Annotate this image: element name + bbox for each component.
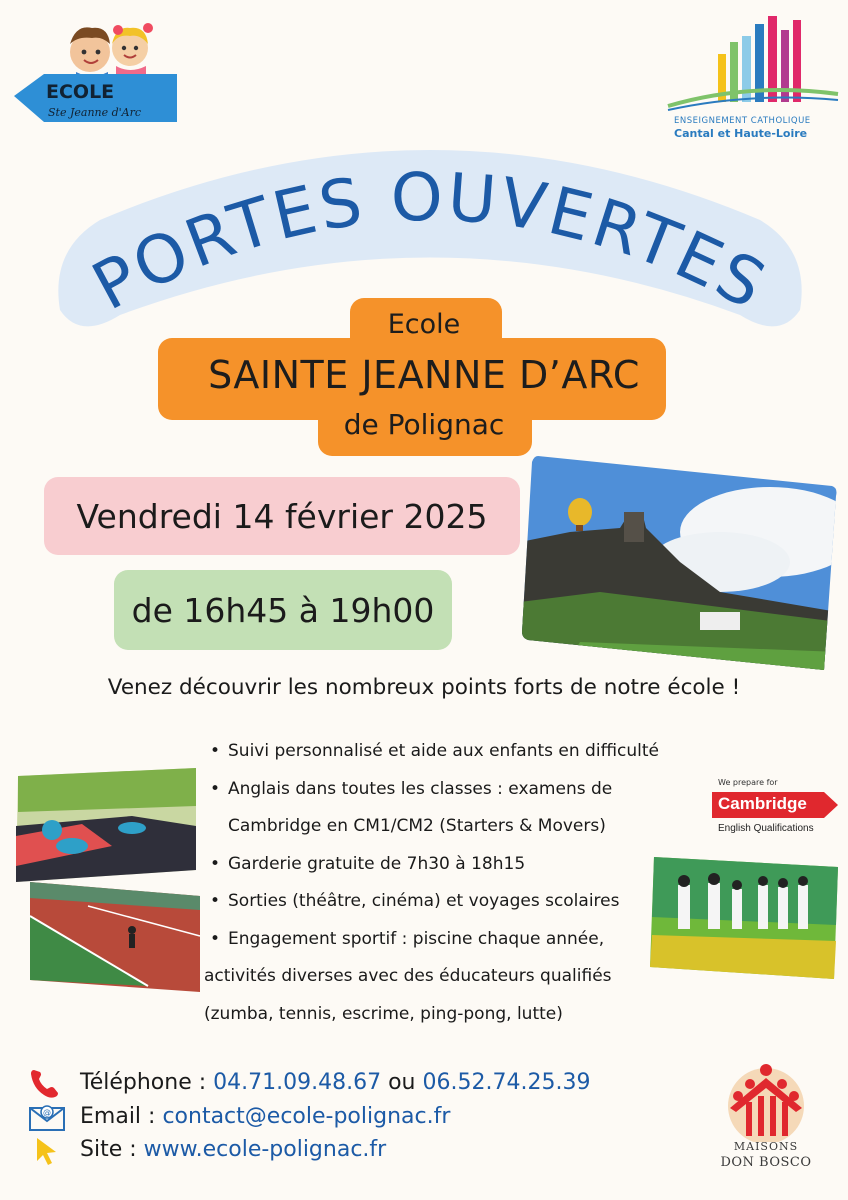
- phone-link-2[interactable]: 06.52.74.25.39: [422, 1070, 591, 1095]
- cambridge-logo: [712, 778, 842, 842]
- phone-link-1[interactable]: 04.71.09.48.67: [213, 1070, 382, 1095]
- contact-email: Email : contact@ecole-polignac.fr: [80, 1104, 451, 1129]
- school-line-1: Ecole: [387, 309, 461, 340]
- email-link[interactable]: contact@ecole-polignac.fr: [162, 1104, 451, 1129]
- list-item: • Suivi personnalisé et aide aux enfants en difficulté: [210, 741, 659, 761]
- event-time: de 16h45 à 19h00: [114, 570, 452, 650]
- cambridge-pre: We prepare for: [718, 778, 778, 787]
- donbosco-line1: MAISONS: [733, 1140, 799, 1153]
- polignac-landscape-photo: [520, 452, 838, 674]
- list-item: • Anglais dans toutes les classes : examens de: [210, 778, 613, 799]
- catholic-logo-line1: ENSEIGNEMENT CATHOLIQUE: [674, 116, 811, 126]
- contact-phone: Téléphone : 04.71.09.48.67 ou 06.52.74.25.39: [80, 1070, 591, 1095]
- mail-icon: [28, 1104, 66, 1132]
- svg-text:ECOLE: ECOLE: [46, 81, 115, 103]
- donbosco-line2: DON BOSCO: [720, 1155, 812, 1170]
- school-line-3: de Polignac: [343, 408, 505, 441]
- list-item: • Engagement sportif : piscine chaque année,: [210, 928, 605, 949]
- list-item-continuation: (zumba, tennis, escrime, ping-pong, lutte): [204, 1003, 563, 1024]
- cambridge-box: Cambridge: [712, 792, 824, 818]
- school-name: SAINTE JEANNE D’ARC: [208, 353, 640, 397]
- cursor-icon: [34, 1136, 60, 1166]
- cambridge-arrow-icon: [824, 792, 838, 818]
- list-item-continuation: Cambridge en CM1/CM2 (Starters & Movers): [228, 816, 606, 836]
- event-date: Vendredi 14 février 2025: [44, 477, 520, 555]
- list-item: • Sorties (théâtre, cinéma) et voyages scolaires: [210, 891, 620, 911]
- kids-tennis-photo: [28, 876, 202, 992]
- svg-text:Ste Jeanne d'Arc: Ste Jeanne d'Arc: [48, 106, 142, 119]
- kids-gym-photo: [12, 766, 198, 882]
- phone-icon: [28, 1066, 62, 1100]
- list-item-continuation: activités diverses avec des éducateurs qualifiés: [204, 966, 612, 986]
- feature-list: [204, 733, 670, 1033]
- maisons-don-bosco-logo: [706, 1062, 826, 1180]
- catholic-logo-line2: Cantal et Haute-Loire: [674, 127, 808, 140]
- website-link[interactable]: www.ecole-polignac.fr: [143, 1137, 387, 1162]
- intro-text: Venez découvrir les nombreux points forts de notre école !: [107, 675, 741, 700]
- kids-fencing-photo: [648, 855, 840, 979]
- list-item: • Garderie gratuite de 7h30 à 18h15: [210, 853, 526, 874]
- page-title: PORTES OUVERTES: [80, 158, 780, 326]
- cambridge-sub: English Qualifications: [718, 823, 814, 834]
- svg-text:@: @: [43, 1108, 51, 1117]
- contact-website: Site : www.ecole-polignac.fr: [80, 1137, 387, 1162]
